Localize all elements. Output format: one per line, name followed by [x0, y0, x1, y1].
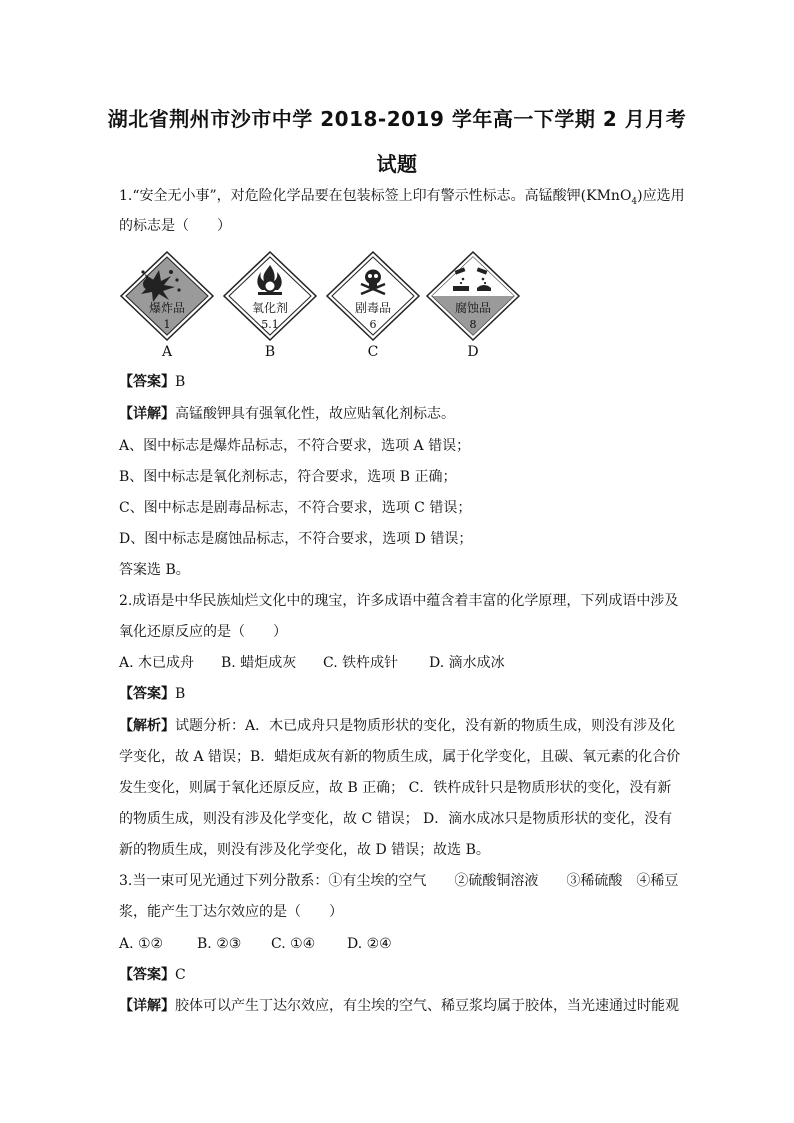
- q1-stem-line2: 的标志是（ ）: [119, 218, 231, 234]
- q2-analysis-line4: 的物质生成，则没有涉及化学变化，故 C 错误； D．滴水成冰只是物质形状的变化，没有: [119, 811, 673, 827]
- q3-option-d: D. ②④: [347, 936, 392, 952]
- option-letter-b: B: [264, 344, 276, 360]
- skull-crossbones-icon: [325, 250, 421, 344]
- q1-detail: 【详解】高锰酸钾具有强氧化性，故应贴氧化剂标志。: [119, 406, 455, 422]
- svg-text:5.1: 5.1: [261, 318, 279, 331]
- q2-option-a: A. 木已成舟: [119, 655, 195, 671]
- q1-stem-line1: 1.“安全无小事”，对危险化学品要在包装标签上印有警示性标志。高锰酸钾(KMnO$_4$)应选用: [119, 188, 685, 207]
- q2-stem-line2: 氧化还原反应的是（ ）: [119, 624, 287, 640]
- option-letter-c: C: [367, 344, 379, 360]
- q2-analysis-line1: 【解析】试题分析：A．木已成舟只是物质形状的变化，没有新的物质生成，则没有涉及化: [119, 718, 676, 734]
- q1-detail-a: A、图中标志是爆炸品标志，不符合要求，选项 A 错误；: [119, 438, 471, 454]
- q3-answer: 【答案】C: [119, 967, 186, 983]
- q2-answer: 【答案】B: [119, 686, 186, 702]
- q1-detail-c: C、图中标志是剧毒品标志，不符合要求，选项 C 错误；: [119, 500, 472, 516]
- q2-analysis-line5: 新的物质生成，则没有涉及化学变化，故 D 错误；故选 B。: [119, 842, 490, 858]
- q1-conclusion: 答案选 B。: [119, 562, 190, 578]
- svg-text:1: 1: [163, 318, 171, 331]
- hazard-sign-row: [119, 250, 519, 365]
- svg-text:氧化剂: 氧化剂: [251, 301, 289, 315]
- page-title: 湖北省荆州市沙市中学 2018-2019 学年高一下学期 2 月月考: [107, 107, 687, 131]
- q2-analysis-line3: 发生变化，则属于氧化还原反应，故 B 正确； C．铁杵成针只是物质形状的变化，没有新: [119, 780, 672, 796]
- q3-option-b: B. ②③: [197, 936, 242, 952]
- option-letter-a: A: [161, 344, 173, 360]
- svg-text:爆炸品: 爆炸品: [148, 301, 186, 315]
- q3-stem-line1: 3.当一束可见光通过下列分散系：①有尘埃的空气 ②硫酸铜溶液 ③稀硫酸 ④稀豆: [119, 873, 679, 889]
- q1-detail-d: D、图中标志是腐蚀品标志，不符合要求，选项 D 错误；: [119, 531, 473, 547]
- hazard-sign-a: [119, 250, 215, 365]
- q3-options: [119, 934, 679, 954]
- svg-text:腐蚀品: 腐蚀品: [454, 301, 492, 315]
- q3-stem-line2: 浆，能产生丁达尔效应的是（ ）: [119, 904, 343, 920]
- flame-over-circle-icon: [222, 250, 318, 344]
- option-letter-d: D: [467, 344, 479, 360]
- q3-option-c: C. ①④: [271, 936, 316, 952]
- q2-option-b: B. 蜡炬成灰: [221, 655, 297, 671]
- q3-option-a: A. ①②: [119, 936, 164, 952]
- q3-detail: 【详解】胶体可以产生丁达尔效应，有尘埃的空气、稀豆浆均属于胶体，当光速通过时能观: [119, 998, 679, 1014]
- svg-text:6: 6: [369, 318, 377, 331]
- svg-text:剧毒品: 剧毒品: [354, 301, 392, 315]
- explosion-icon: [119, 250, 215, 344]
- corrosion-icon: [425, 250, 521, 344]
- hazard-sign-c: [325, 250, 421, 365]
- q2-option-d: D. 滴水成冰: [429, 655, 505, 671]
- q2-option-c: C. 铁杵成针: [323, 655, 399, 671]
- q2-stem-line1: 2.成语是中华民族灿烂文化中的瑰宝，许多成语中蕴含着丰富的化学原理，下列成语中涉及: [119, 593, 679, 609]
- svg-text:8: 8: [469, 318, 477, 331]
- hazard-sign-b: [222, 250, 318, 365]
- hazard-sign-d: [425, 250, 521, 365]
- q2-options: [119, 653, 679, 673]
- q1-answer: 【答案】B: [119, 374, 186, 390]
- q1-detail-b: B、图中标志是氧化剂标志，符合要求，选项 B 正确；: [119, 469, 457, 485]
- page-title-continued: 试题: [376, 152, 418, 176]
- q2-analysis-line2: 学变化，故 A 错误；B．蜡炬成灰有新的物质生成，属于化学变化，且碳、氧元素的化合价: [119, 749, 681, 765]
